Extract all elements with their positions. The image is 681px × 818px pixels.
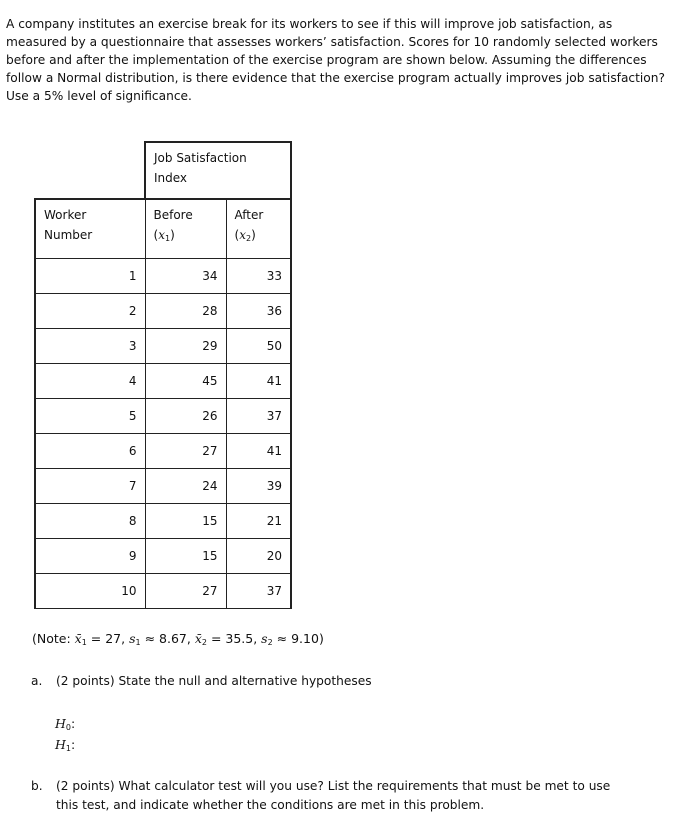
after-cell: 41 [226, 433, 291, 468]
worker-cell: 3 [35, 328, 145, 363]
after-cell: 20 [226, 538, 291, 573]
worker-cell: 6 [35, 433, 145, 468]
before-cell: 27 [145, 573, 226, 608]
after-header [226, 199, 291, 258]
null-hypothesis [55, 716, 75, 732]
worker-cell: 9 [35, 538, 145, 573]
h0-sub: 0 [65, 723, 71, 732]
worker-number-header [35, 199, 145, 258]
after-cell: 39 [226, 468, 291, 503]
table-row [35, 433, 291, 468]
table-body [35, 258, 291, 608]
table-row [35, 293, 291, 328]
job-satisfaction-table [34, 141, 292, 609]
after-header-label: After [234, 208, 264, 222]
before-header-variable: $(x_1)$ [153, 228, 175, 243]
h0-symbol: H [55, 716, 66, 731]
after-cell: 36 [226, 293, 291, 328]
after-header-variable: $(x_2)$ [234, 228, 256, 243]
after-cell: 21 [226, 503, 291, 538]
h0-colon: : [71, 716, 76, 731]
note-xbar1: x̄ [74, 631, 82, 646]
before-cell: 29 [145, 328, 226, 363]
question-b-label: b. [31, 779, 43, 793]
after-cell: 41 [226, 363, 291, 398]
table-row [35, 538, 291, 573]
note-mean2: = 35.5, [206, 631, 262, 646]
before-header [145, 199, 226, 258]
job-satisfaction-header [145, 142, 291, 199]
question-b-text: (2 points) What calculator test will you use? List the requirements that must be met to use this test, and indicate whether the conditions are met in this problem. [56, 779, 611, 812]
before-cell: 26 [145, 398, 226, 433]
worker-cell: 5 [35, 398, 145, 433]
note-xbar1-sub: 1 [81, 638, 87, 647]
after-cell: 50 [226, 328, 291, 363]
note-prefix: (Note: [32, 631, 75, 646]
table-row [35, 258, 291, 293]
table-row [35, 573, 291, 608]
table-row [35, 363, 291, 398]
table-row [35, 503, 291, 538]
before-cell: 15 [145, 503, 226, 538]
worker-header-line2: Number [44, 228, 93, 242]
before-cell: 45 [145, 363, 226, 398]
h1-sub: 1 [65, 744, 71, 753]
table-group-header-row [35, 142, 291, 199]
worker-cell: 7 [35, 468, 145, 503]
empty-corner-cell [35, 142, 145, 199]
question-a-text: (2 points) State the null and alternative hypotheses [56, 674, 372, 688]
question-b [31, 777, 631, 817]
worker-cell: 2 [35, 293, 145, 328]
note-s2-sub: 2 [267, 638, 273, 647]
note-s1-sub: 1 [135, 638, 141, 647]
table-row [35, 468, 291, 503]
after-cell: 37 [226, 398, 291, 433]
problem-statement: A company institutes an exercise break for its workers to see if this will improve job satisfaction, as measured by a questionnaire that assesses workers’ satisfaction. Scores for 10 randomly selected workers before and after the implementation of the exercise program are shown below. Assuming the differences follow a Normal distribution, is there evidence that the exercise program actually improves job satisfaction? Use a 5% level of significance. [6, 17, 665, 103]
job-satisfaction-header-line2: Index [154, 171, 188, 185]
h1-colon: : [71, 737, 76, 752]
note-sd2: ≈ 9.10) [272, 631, 324, 646]
table-row [35, 328, 291, 363]
note-s1: s [129, 631, 136, 646]
worker-header-line1: Worker [44, 208, 87, 222]
worker-cell: 10 [35, 573, 145, 608]
before-cell: 34 [145, 258, 226, 293]
question-a [31, 672, 631, 692]
after-cell: 37 [226, 573, 291, 608]
question-a-label: a. [31, 674, 43, 688]
h1-symbol: H [55, 737, 66, 752]
note-xbar2: x̄ [194, 631, 202, 646]
worker-cell: 4 [35, 363, 145, 398]
before-cell: 28 [145, 293, 226, 328]
note-sd1: ≈ 8.67, [140, 631, 195, 646]
note-xbar2-sub: 2 [201, 638, 207, 647]
note-s2: s [261, 631, 268, 646]
after-cell: 33 [226, 258, 291, 293]
before-cell: 27 [145, 433, 226, 468]
alternative-hypothesis [55, 737, 75, 753]
before-cell: 15 [145, 538, 226, 573]
worker-cell: 1 [35, 258, 145, 293]
before-cell: 24 [145, 468, 226, 503]
worker-cell: 8 [35, 503, 145, 538]
before-header-label: Before [153, 208, 193, 222]
table-column-header-row [35, 199, 291, 258]
summary-statistics-note [32, 631, 324, 647]
job-satisfaction-header-line1: Job Satisfaction [154, 151, 247, 165]
note-mean1: = 27, [86, 631, 130, 646]
table-row [35, 398, 291, 433]
